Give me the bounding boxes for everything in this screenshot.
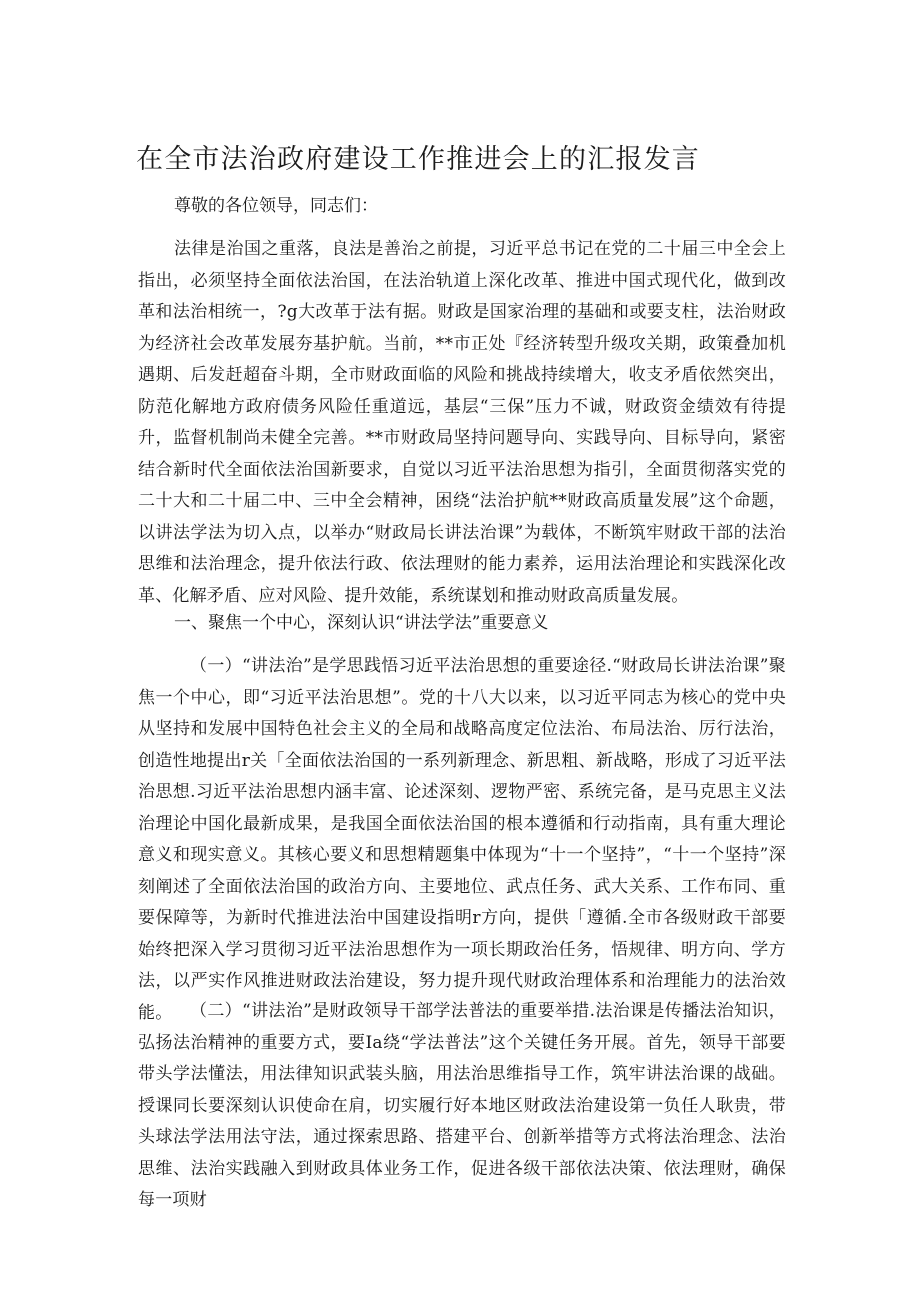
page-title: 在全市法治政府建设工作推进会上的汇报发言 — [136, 144, 700, 175]
subsection-paragraph-1: （一）“讲法治”是学思践悟习近平法治思想的重要途径.“财政局长讲法治课”聚焦一个中心，即“习近平法治思想”。党的十八大以来，以习近平同志为核心的党中央从坚持和发展中国特色社会主义的全局和战略高度定位法治、布局法治、厉行法治，创造性地提出r关「全面依法治国的一系列新理念、新思粗、新战略，形成了习近平法治思想.习近平法治思想内涵丰富、论述深刻、逻物严密、系统完备，是马克思主义法治理论中国化最新成果，是我国全面依法治国的根本遵循和行动指南，具有重大理论意义和现实意义。其核心要义和思想精题集中体现为“十一个坚持”，“十一个坚持”深刻阐述了全面依法治国的政治方向、主要地位、武点任务、武大关系、工作布同、重要保障等，为新时代推进法治中国建设指明r方向，提供「遵循.全市各级财政干部要始终把深入学习贯彻习近平法治思想作为一项长期政治任务，悟规律、明方向、学方法，以严实作风推进财政法治建设，努力提升现代财政治理体系和治理能力的法治效能。 — [138, 656, 786, 1023]
section-heading: 一、聚焦一个中心，深刻认识“讲法学法”重要意义 — [174, 613, 549, 633]
subsection-paragraph-2: （二）“讲法治”是财政领导干部学法普法的重要举措.法治课是传播法治知识，弘扬法治精神的重要方式，要Ia绕“学法普法”这个关键任务开展。首先，领导干部要带头学法懂法，用法律知识武装头脑，用法治思维指导工作，筑牢讲法治课的战础。授课同长要深刻认识使命在肩，切实履行好本地区财政法治建设第一负任人耿贵，带头球法学法用法守法，通过探索思路、搭建平台、创新举措等方式将法治理念、法治思维、法治实践融入到财政具体业务工作，促进各级干部依法决策、依法理财，确保每一项财 — [138, 1001, 786, 1210]
salutation: 尊敬的各位领导，同志们： — [174, 196, 378, 216]
intro-paragraph: 法律是治国之重落，良法是善治之前提，习近平总书记在党的二十届三中全会上指出，必须坚持全面依法治国，在法治轨道上深化改革、推进中国式现代化，做到改革和法治相统一，?g大改革于法有据。财政是国家治理的基础和或要支柱，法治财政为经济社会改革发展夯基护航。当前，**市正处『经济转型升级攻关期，政策叠加机遇期、后发赶超奋斗期，全市财政面临的风险和挑战持续增大，收支矛盾依然突出，防范化解地方政府债务风险任重道远，基层“三保”压力不诚，财政资金绩效有待提升，监督机制尚未健全完善。**市财政局坚持问题导向、实践导向、目标导向，紧密结合新时代全面依法治国新要求，自觉以习近平法治思想为指引，全面贯彻落实党的二十大和二十届二中、三中全会精神，困绕“法治护航**财政高质量发展”这个命题，以讲法学法为切入点，以举办“财政局长讲法治课”为载体，不断筑牢财政干部的法治思维和法治理念，提升依法行政、依法理财的能力素养，运用法治理论和实践深化改革、化解矛盾、应对风险、提升效能，系统谋划和推动财政高质量发展。 — [138, 239, 786, 606]
